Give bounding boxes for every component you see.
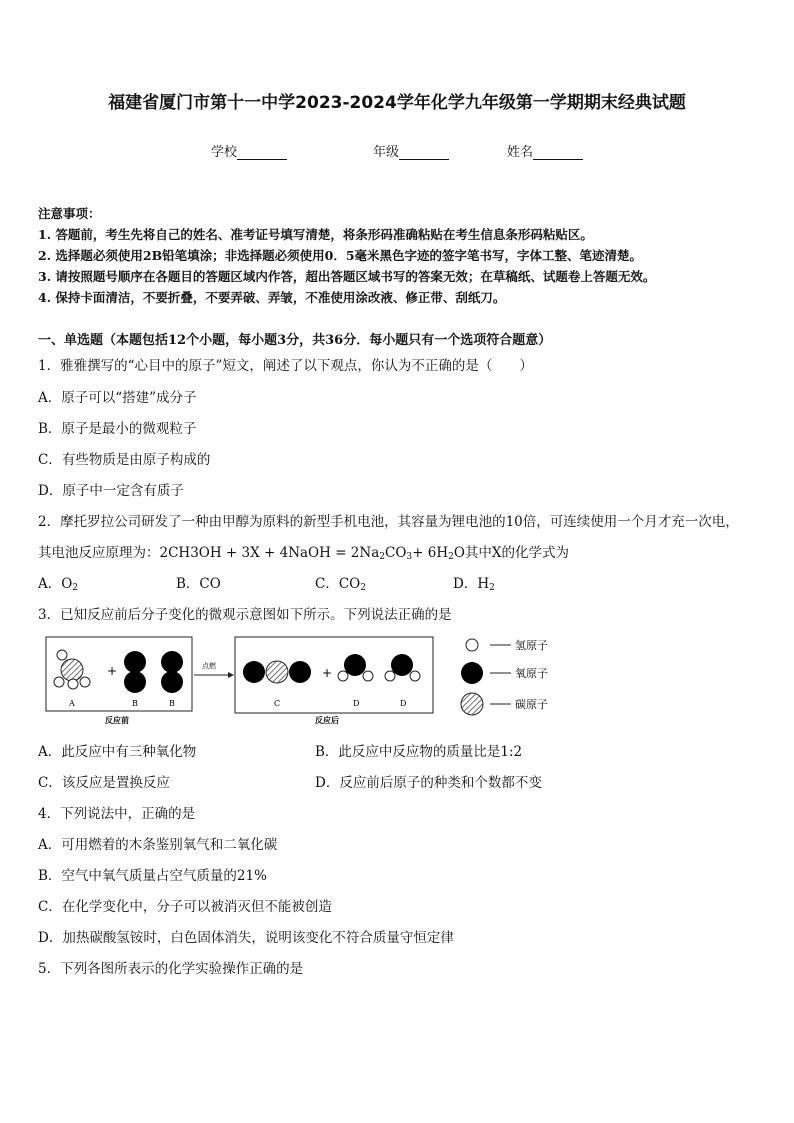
page-title: 福建省厦门市第十一中学2023-2024学年化学九年级第一学期期末经典试题: [108, 93, 686, 113]
grade-label: 年级: [373, 145, 400, 160]
legend-oxygen: 氧原子: [515, 667, 548, 680]
grade-blank: [399, 147, 449, 160]
molecule-b: [124, 651, 146, 693]
school-label: 学校: [211, 145, 238, 160]
question-2-equation: [38, 541, 569, 562]
q2-option-d: [453, 572, 495, 593]
q2-option-c: [315, 572, 366, 593]
ignite-label: 点燃: [202, 662, 216, 670]
label-d: D: [400, 699, 407, 708]
q4-option-b: B．空气中氧气质量占空气质量的21%: [38, 868, 267, 884]
option-text: A．O: [38, 576, 73, 592]
q4-option-a: A．可用燃着的木条鉴别氧气和二氧化碳: [38, 837, 278, 853]
school-blank: [237, 147, 287, 160]
q2-option-b: [176, 572, 221, 592]
q1-option-d: D．原子中一定含有质子: [38, 483, 184, 499]
q2-option-a: [38, 572, 78, 593]
q3-option-b: B．此反应中反应物的质量比是1:2: [315, 744, 523, 760]
q4-option-c: C．在化学变化中，分子可以被消灭但不能被创造: [38, 899, 332, 915]
plus-sign: +: [322, 666, 333, 680]
question-3-stem: 3．已知反应前后分子变化的微观示意图如下所示。下列说法正确的是: [38, 607, 452, 623]
question-4-stem: 4．下列说法中，正确的是: [38, 806, 196, 822]
label-d: D: [353, 699, 360, 708]
notice-item: 1. 答题前，考生先将自己的姓名、准考证号填写清楚，将条形码准确粘贴在考生信息条形码粘贴区。: [38, 227, 593, 242]
eq-sub: 2: [448, 552, 454, 562]
q3-option-c: C．该反应是置换反应: [38, 775, 170, 791]
q1-option-a: A．原子可以“搭建”成分子: [38, 390, 197, 406]
eq-sub: 3: [406, 552, 413, 562]
q4-option-d: D．加热碳酸氢铵时，白色固体消失，说明该变化不符合质量守恒定律: [38, 930, 454, 946]
molecule-b: [161, 651, 183, 693]
label-b: B: [169, 699, 175, 708]
notice-item: 4. 保持卡面清洁，不要折叠，不要弄破、弄皱，不准使用涂改液、修正带、刮纸刀。: [38, 290, 506, 305]
name-blank: [533, 147, 583, 160]
name-label: 姓名: [507, 145, 534, 160]
option-text: C．CO: [315, 576, 361, 592]
question-5-stem: 5．下列各图所表示的化学实验操作正确的是: [38, 961, 304, 977]
question-2-stem: 2．摩托罗拉公司研发了一种由甲醇为原料的新型手机电池，其容量为锂电池的10倍，可连续使用一个月才充一次电，: [38, 514, 739, 530]
molecule-d: [385, 654, 420, 681]
eq-part: O其中X的化学式为: [453, 545, 570, 561]
notice-item: 2. 选择题必须使用2B铅笔填涂；非选择题必须使用0．5毫米黑色字迹的签字笔书写，字体工整、笔迹清楚。: [38, 248, 643, 263]
notice-heading: 注意事项：: [38, 206, 101, 221]
option-sub: 2: [72, 583, 79, 593]
label-b: B: [132, 699, 138, 708]
option-sub: 2: [489, 583, 495, 593]
notice-item: 3. 请按照题号顺序在各题目的答题区域内作答，超出答题区域书写的答案无效；在草稿纸、试题卷上答题无效。: [38, 269, 656, 284]
molecule-a: [54, 650, 90, 689]
q3-option-d: D．反应前后原子的种类和个数都不变: [315, 775, 542, 791]
carbon-legend-icon: [461, 693, 483, 715]
legend-carbon: 碳原子: [515, 698, 548, 711]
eq-part: 其电池反应原理为：2CH3OH + 3X + 4NaOH = 2Na: [38, 545, 380, 561]
label-a: A: [69, 699, 75, 708]
q1-option-b: B．原子是最小的微观粒子: [38, 421, 197, 437]
reaction-diagram: [45, 632, 565, 726]
molecule-d: [338, 654, 373, 681]
name-field: [507, 141, 583, 160]
after-label: 反应后: [315, 716, 339, 725]
eq-sub: 2: [379, 552, 385, 562]
arrow-head: [228, 672, 234, 678]
oxygen-legend-icon: [461, 662, 483, 684]
hydrogen-legend-icon: [466, 639, 478, 651]
molecule-c: [243, 661, 311, 683]
legend-hydrogen: 氢原子: [515, 639, 548, 652]
label-c: C: [274, 699, 281, 708]
before-label: 反应前: [105, 716, 129, 725]
school-field: [211, 141, 287, 160]
eq-part: CO: [384, 545, 407, 561]
q3-option-a: A．此反应中有三种氧化物: [38, 744, 197, 760]
option-sub: 2: [360, 583, 366, 593]
eq-part: + 6H: [412, 545, 449, 561]
option-text: D．H: [453, 576, 490, 592]
section-heading: 一、单选题（本题包括12个小题，每小题3分，共36分．每小题只有一个选项符合题意）: [38, 333, 552, 348]
question-1-stem: 1．雅雅撰写的“心目中的原子”短文，阐述了以下观点，你认为不正确的是（ ）: [38, 358, 533, 374]
plus-sign: +: [107, 664, 118, 678]
grade-field: [373, 141, 449, 160]
option-text: B．CO: [176, 576, 221, 592]
q1-option-c: C．有些物质是由原子构成的: [38, 452, 211, 468]
